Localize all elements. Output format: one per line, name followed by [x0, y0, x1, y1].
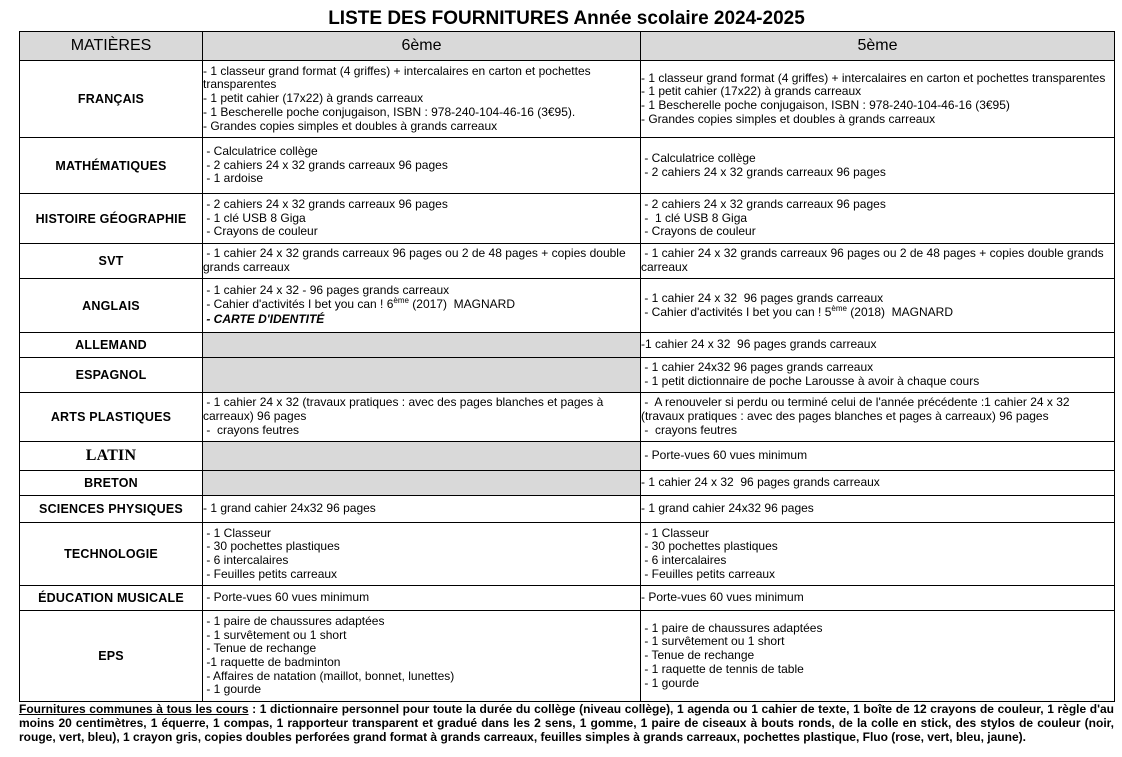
common-supplies-text: : 1 dictionnaire personnel pour toute la durée du collège (niveau collège), 1 agenda ou 1 cahier de texte, 1 boîte de 12 crayons de couleur, 1 règle d'au moins 20 centimètres, 1 équerre, 1 compas, 1 rapporteur transparent et gradué dans les 2 sens, 1 gomme, 1 paire de ciseaux à bouts ronds, de la colle en stick, des stylos de couleur (noir, rouge, vert, bleu), 1 crayon gris, copies doubles perforées grand format à grands carreaux, feuilles simples à grands carreaux, pochettes plastique, Fluo (rose, vert, bleu, jaune). [19, 702, 1114, 744]
supply-line: - 1 paire de chaussures adaptées [203, 613, 385, 628]
table-row [20, 586, 1115, 611]
supply-line: - 1 classeur grand format (4 griffes) + intercalaires en carton et pochettes transparentes [641, 70, 1106, 85]
supply-line: - 1 grand cahier 24x32 96 pages [641, 501, 814, 516]
supply-line: - 1 clé USB 8 Giga [203, 210, 306, 225]
superscript: ème [831, 303, 847, 313]
supply-line: - Porte-vues 60 vues minimum [203, 590, 370, 605]
supply-line: - 1 cahier 24 x 32 (travaux pratiques : avec des pages blanches et pages à carreaux) 96 pages [203, 395, 607, 424]
supplies-6eme [203, 586, 641, 611]
supply-line: - 30 pochettes plastiques [641, 539, 778, 554]
supply-line: - 1 classeur grand format (4 griffes) + intercalaires en carton et pochettes transparentes [203, 63, 594, 92]
supply-text: (2017) MAGNARD [408, 296, 515, 311]
supply-text: - Cahier d'activités I bet you can ! 5 [641, 304, 832, 319]
supply-line: - Tenue de rechange [203, 641, 317, 656]
table-row [20, 333, 1115, 358]
supply-line: - 1 grand cahier 24x32 96 pages [203, 501, 376, 516]
supply-line: - Affaires de natation (maillot, bonnet, lunettes) [203, 668, 455, 683]
supply-line: - Feuilles petits carreaux [203, 566, 338, 581]
supplies-5eme [641, 333, 1115, 358]
superscript: ème [393, 295, 409, 305]
table-row [20, 244, 1115, 279]
supplies-5eme [641, 61, 1115, 138]
supply-line: - 1 cahier 24 x 32 96 pages grands carreaux [641, 290, 884, 305]
supply-line: -1 raquette de badminton [203, 655, 341, 669]
empty-cell [203, 358, 641, 393]
supply-line: - 1 cahier 24 x 32 grands carreaux 96 pages ou 2 de 48 pages + copies double grands carreaux [641, 246, 1108, 274]
supply-line: - 1 survêtement ou 1 short [641, 634, 785, 649]
supplies-5eme [641, 138, 1115, 194]
supply-line: - 1 cahier 24 x 32 grands carreaux 96 pages ou 2 de 48 pages + copies double grands carreaux [203, 246, 629, 274]
table-row [20, 358, 1115, 393]
supply-line: - Feuilles petits carreaux [641, 566, 776, 581]
table-row [20, 496, 1115, 523]
supplies-6eme [203, 611, 641, 702]
supplies-5eme [641, 496, 1115, 523]
supply-line: - 1 gourde [203, 682, 262, 697]
supply-line: - Porte-vues 60 vues minimum [641, 590, 804, 605]
supply-line: - 1 petit dictionnaire de poche Larousse à avoir à chaque cours [641, 374, 980, 388]
supply-line: - 1 Bescherelle poche conjugaison, ISBN : 978-240-104-46-16 (3€95) [641, 98, 1010, 112]
supplies-5eme [641, 279, 1115, 333]
subject-cell: ÉDUCATION MUSICALE [20, 586, 203, 611]
supply-line: - 1 Classeur [641, 525, 710, 540]
header-6eme: 6ème [203, 32, 641, 61]
table-row [20, 194, 1115, 244]
subject-cell: FRANÇAIS [20, 61, 203, 138]
supply-line [641, 303, 1114, 320]
supply-line: - 6 intercalaires [641, 553, 727, 567]
table-row [20, 61, 1115, 138]
supply-line: - A renouveler si perdu ou terminé celui de l'année précédente :1 cahier 24 x 32 (travaux pratiques : avec des pages blanches et pages à carreaux) 96 pages [641, 395, 1073, 424]
supplies-6eme [203, 244, 641, 279]
supplies-5eme [641, 244, 1115, 279]
supply-line: - 2 cahiers 24 x 32 grands carreaux 96 pages [203, 157, 448, 172]
common-supplies-label: Fournitures communes à tous les cours [19, 702, 249, 716]
supply-line: - 1 survêtement ou 1 short [203, 627, 347, 642]
page-title: LISTE DES FOURNITURES Année scolaire 2024-2025 [328, 8, 805, 29]
subject-cell: TECHNOLOGIE [20, 523, 203, 586]
empty-cell [203, 333, 641, 358]
supply-line: - Crayons de couleur [203, 224, 318, 239]
header-row [20, 32, 1115, 61]
supplies-6eme [203, 393, 641, 442]
table-row [20, 523, 1115, 586]
supply-line: - 1 raquette de tennis de table [641, 661, 804, 676]
supplies-5eme [641, 611, 1115, 702]
supply-line: - Tenue de rechange [641, 648, 755, 663]
supply-line: - Porte-vues 60 vues minimum [641, 448, 808, 463]
supply-line: - Calculatrice collège [641, 150, 756, 165]
table-row [20, 442, 1115, 471]
subject-cell: BRETON [20, 471, 203, 496]
supply-line: - 1 gourde [641, 675, 700, 690]
table-row [20, 138, 1115, 194]
supply-line: - 2 cahiers 24 x 32 grands carreaux 96 pages [641, 196, 886, 211]
supply-line: - Calculatrice collège [203, 143, 318, 158]
empty-cell [203, 471, 641, 496]
subject-cell: ALLEMAND [20, 333, 203, 358]
supply-line: - 1 cahier 24 x 32 96 pages grands carreaux [641, 475, 880, 490]
supplies-5eme [641, 442, 1115, 471]
subject-cell: LATIN [20, 442, 203, 471]
supply-line: - 1 petit cahier (17x22) à grands carreaux [203, 91, 424, 106]
supply-line: - 1 ardoise [203, 171, 264, 186]
id-card-note: - CARTE D'IDENTITÉ [203, 312, 325, 327]
subject-cell: ARTS PLASTIQUES [20, 393, 203, 442]
supply-line: - 1 paire de chaussures adaptées [641, 620, 823, 635]
supplies-5eme [641, 523, 1115, 586]
supplies-6eme [203, 496, 641, 523]
subject-cell: EPS [20, 611, 203, 702]
supplies-6eme [203, 279, 641, 333]
subject-cell: HISTOIRE GÉOGRAPHIE [20, 194, 203, 244]
supply-line: - Crayons de couleur [641, 224, 756, 239]
supplies-6eme [203, 194, 641, 244]
supplies-5eme [641, 471, 1115, 496]
supply-line: - 6 intercalaires [203, 553, 289, 567]
supply-line: - 1 cahier 24 x 32 - 96 pages grands carreaux [203, 282, 450, 297]
supply-line: - crayons feutres [641, 422, 738, 437]
supply-line: - 2 cahiers 24 x 32 grands carreaux 96 pages [203, 196, 448, 211]
table-row [20, 279, 1115, 333]
supplies-6eme [203, 61, 641, 138]
supply-line: - 1 cahier 24x32 96 pages grands carreaux [641, 360, 874, 375]
supply-text: - Cahier d'activités I bet you can ! 6 [203, 296, 394, 311]
table-row [20, 471, 1115, 496]
supply-line: - Grandes copies simples et doubles à grands carreaux [203, 118, 498, 133]
supply-line: - 1 Classeur [203, 525, 272, 540]
supplies-table [19, 31, 1115, 702]
supply-line: - 1 clé USB 8 Giga [641, 210, 748, 225]
supply-line: - 1 Bescherelle poche conjugaison, ISBN : 978-240-104-46-16 (3€95). [203, 104, 576, 119]
supply-line: - crayons feutres [203, 422, 300, 437]
supply-line: -1 cahier 24 x 32 96 pages grands carreaux [641, 337, 877, 352]
supply-line: - 1 petit cahier (17x22) à grands carreaux [641, 84, 862, 99]
empty-cell [203, 442, 641, 471]
header-subject: MATIÈRES [20, 32, 203, 61]
supplies-5eme [641, 358, 1115, 393]
supply-line [203, 295, 640, 312]
subject-cell: ESPAGNOL [20, 358, 203, 393]
subject-cell: SVT [20, 244, 203, 279]
common-supplies-note [19, 702, 1114, 744]
supply-line: - 30 pochettes plastiques [203, 539, 340, 554]
supplies-5eme [641, 586, 1115, 611]
subject-cell: SCIENCES PHYSIQUES [20, 496, 203, 523]
supplies-6eme [203, 523, 641, 586]
header-5eme: 5ème [641, 32, 1115, 61]
supplies-5eme [641, 393, 1115, 442]
table-row [20, 611, 1115, 702]
supply-line: - Grandes copies simples et doubles à grands carreaux [641, 111, 936, 126]
supplies-5eme [641, 194, 1115, 244]
supply-line: - 2 cahiers 24 x 32 grands carreaux 96 pages [641, 164, 886, 179]
supplies-6eme [203, 138, 641, 194]
supply-text: (2018) MAGNARD [846, 304, 953, 319]
table-row [20, 393, 1115, 442]
subject-cell: MATHÉMATIQUES [20, 138, 203, 194]
subject-cell: ANGLAIS [20, 279, 203, 333]
